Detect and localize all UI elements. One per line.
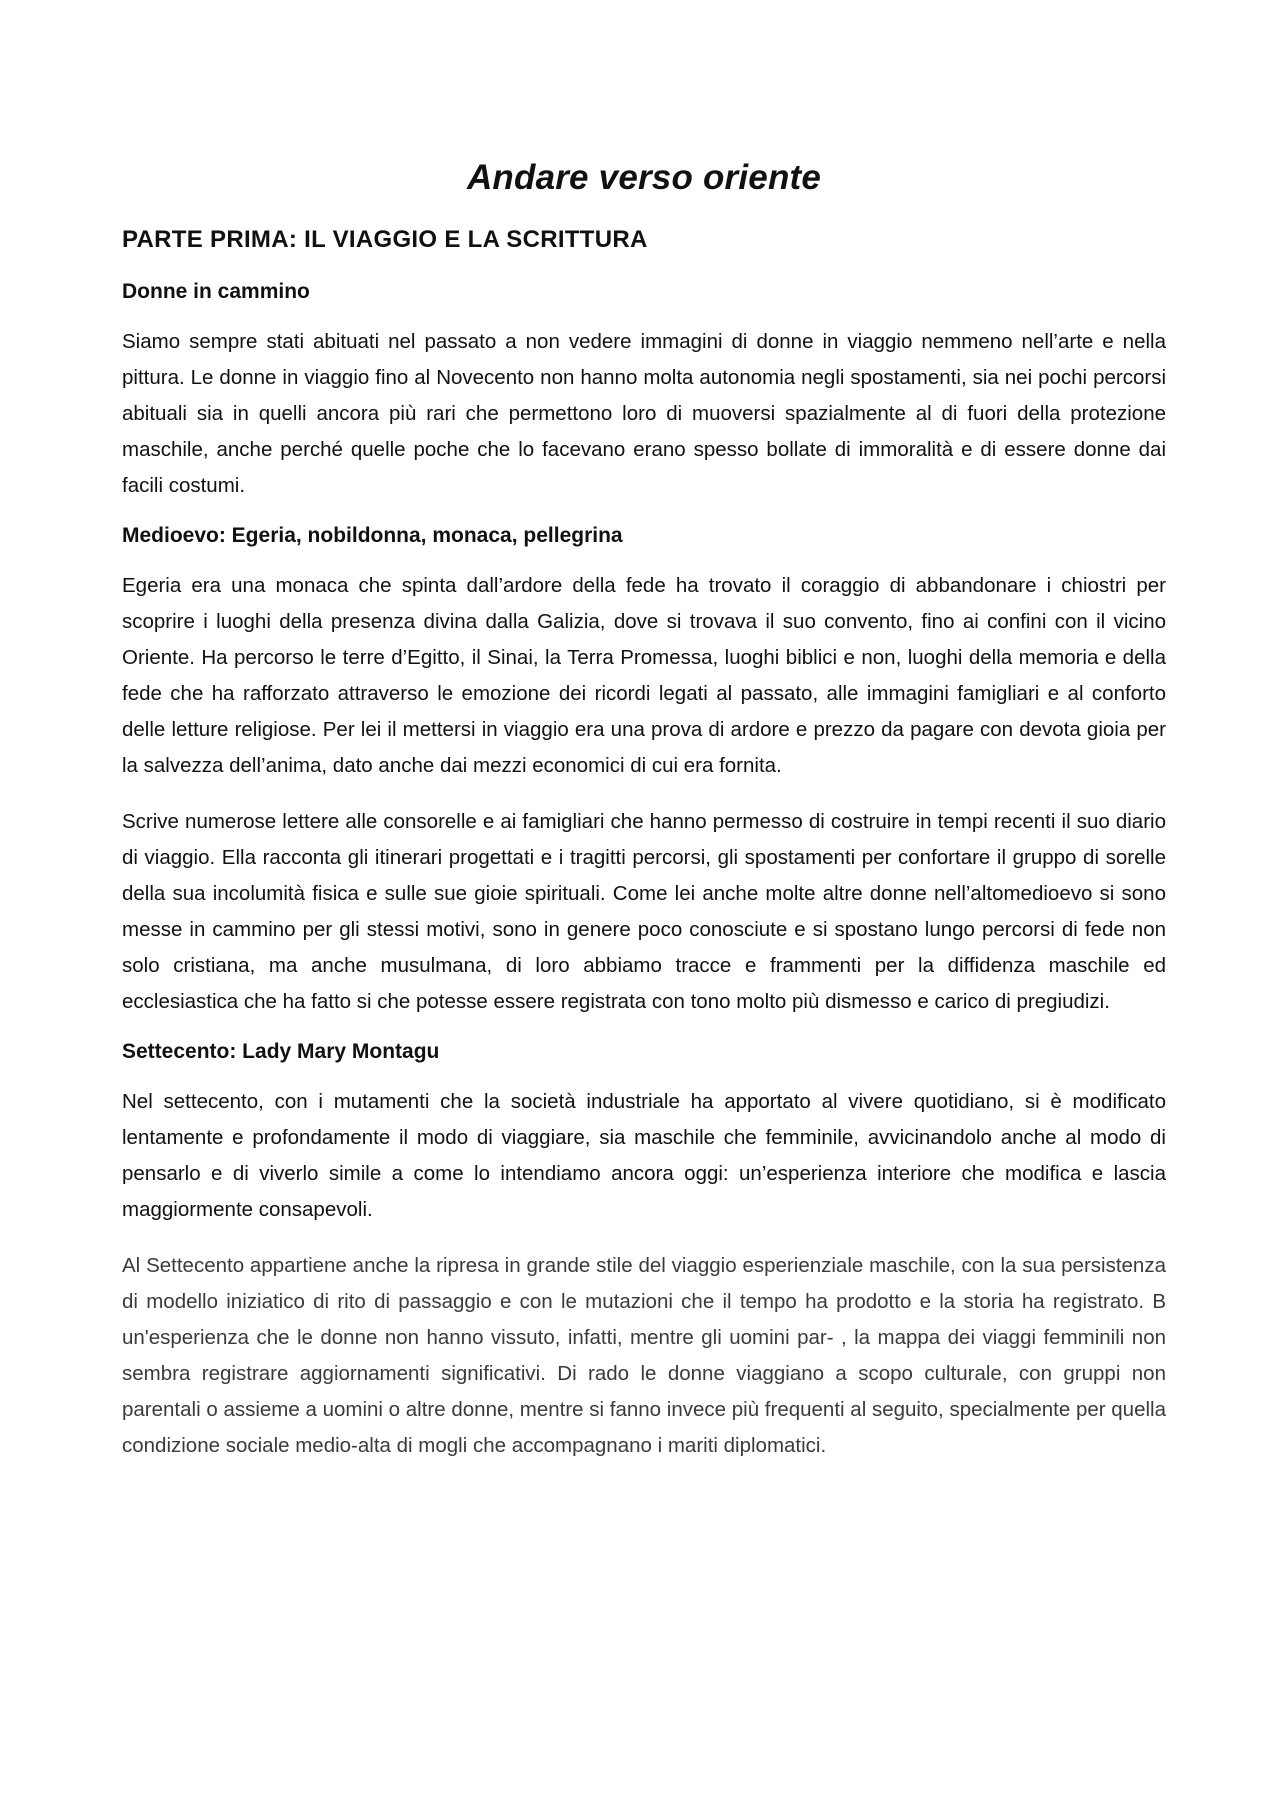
paragraph: Nel settecento, con i mutamenti che la società industriale ha apportato al vivere quotidiano, si è modificato lentamente e profondamente il modo di viaggiare, sia maschile che femminile, avvicinandolo anche al modo di pensarlo e di viverlo simile a come lo intendiamo ancora oggi: un’esperienza interiore che modifica e lascia maggiormente consapevoli. [122, 1090, 1166, 1221]
paragraph: Scrive numerose lettere alle consorelle e ai famigliari che hanno permesso di costruire in tempi recenti il suo diario di viaggio. Ella racconta gli itinerari progettati e i tragitti percorsi, gli spostamenti per confortare il gruppo di sorelle della sua incolumità fisica e sulle sue gioie spirituali. Come lei anche molte altre donne nell’altomedioevo si sono messe in cammino per gli stessi motivi, sono in genere poco conosciute e si spostano lungo percorsi di fede non solo cristiana, ma anche musulmana, di loro abbiamo tracce e frammenti per la diffidenza maschile ed ecclesiastica che ha fatto si che potesse essere registrata con tono molto più dismesso e carico di pregiudizi. [122, 810, 1166, 1013]
paragraph: Siamo sempre stati abituati nel passato a non vedere immagini di donne in viaggio nemmeno nell’arte e nella pittura. Le donne in viaggio fino al Novecento non hanno molta autonomia negli spostamenti, sia nei pochi percorsi abituali sia in quelli ancora più rari che permettono loro di muoversi spazialmente al di fuori della protezione maschile, anche perché quelle poche che lo facevano erano spesso bollate di immoralità e di essere donne dai facili costumi. [122, 330, 1166, 497]
paragraph: Egeria era una monaca che spinta dall’ardore della fede ha trovato il coraggio di abbandonare i chiostri per scoprire i luoghi della presenza divina dalla Galizia, dove si trovava il suo convento, fino ai confini con il vicino Oriente. Ha percorso le terre d’Egitto, il Sinai, la Terra Promessa, luoghi biblici e non, luoghi della memoria e della fede che ha rafforzato attraverso le emozione dei ricordi legati al passato, alle immagini famigliari e al conforto delle letture religiose. Per lei il mettersi in viaggio era una prova di ardore e prezzo da pagare con devota gioia per la salvezza dell’anima, dato anche dai mezzi economici di cui era fornita. [122, 574, 1166, 777]
document-title: Andare verso oriente [466, 158, 822, 197]
section-heading-donne-in-cammino: Donne in cammino [122, 280, 310, 303]
document-page [122, 140, 1166, 1484]
section-heading-medioevo: Medioevo: Egeria, nobildonna, monaca, pellegrina [122, 524, 623, 547]
section-heading-settecento: Settecento: Lady Mary Montagu [122, 1040, 440, 1063]
paragraph: Al Settecento appartiene anche la ripresa in grande stile del viaggio esperienziale maschile, con la sua persistenza di modello iniziatico di rito di passaggio e con le mutazioni che il tempo ha prodotto e la storia ha registrato. B un'esperienza che le donne non hanno vissuto, infatti, mentre gli uomini par- , la mappa dei viaggi femminili non sembra registrare aggiornamenti significativi. Di rado le donne viaggiano a scopo culturale, con gruppi non parentali o assieme a uomini o altre donne, mentre si fanno invece più frequenti al seguito, specialmente per quella condizione sociale medio-alta di mogli che accompagnano i mariti diplomatici. [122, 1254, 1166, 1457]
part-heading: PARTE PRIMA: IL VIAGGIO E LA SCRITTURA [122, 226, 648, 253]
